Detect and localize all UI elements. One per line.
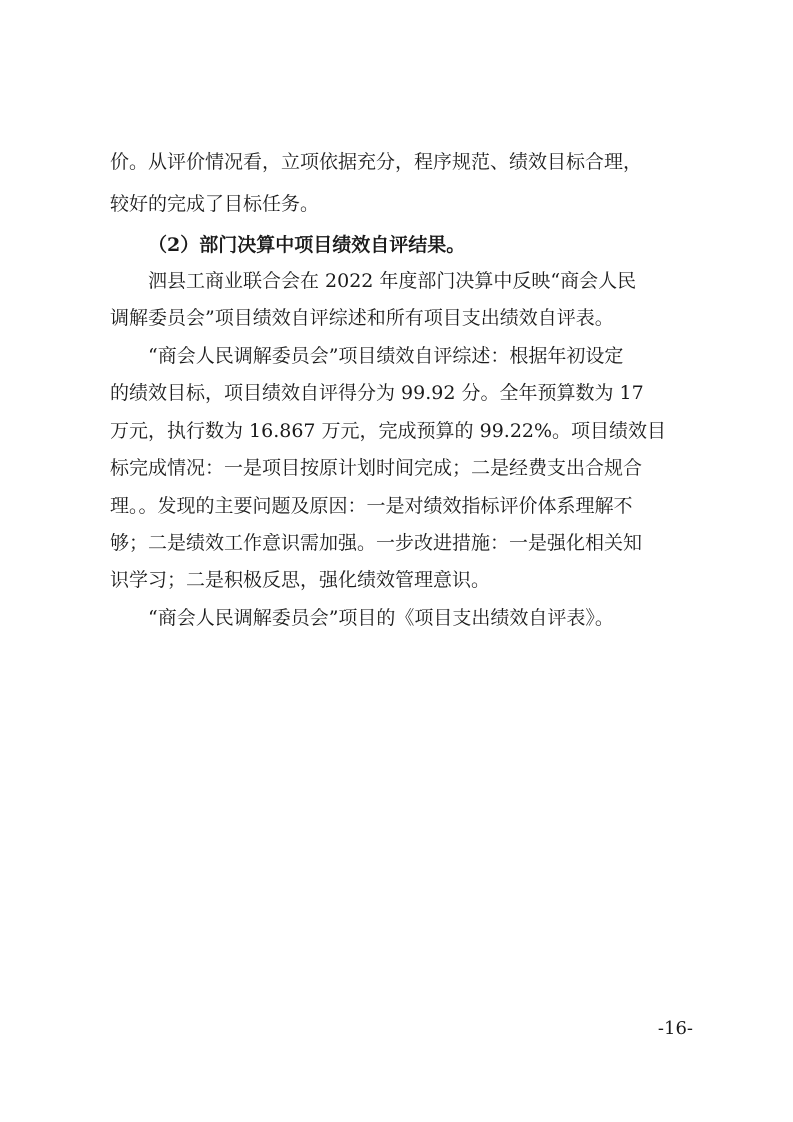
paragraph-3-line-3: 万元，执行数为 16.867 万元，完成预算的 99.22%。项目绩效目 <box>110 420 667 442</box>
paragraph-1-line-1: 价。从评价情况看，立项依据充分，程序规范、绩效目标合理， <box>110 151 643 173</box>
page-number: -16- <box>657 1018 693 1039</box>
paragraph-3-line-1: “商会人民调解委员会”项目绩效自评综述：根据年初设定 <box>148 345 624 367</box>
paragraph-2-line-1: 泗县工商业联合会在 2022 年度部门决算中反映“商会人民 <box>148 270 637 292</box>
paragraph-3-line-7: 识学习；二是积极反思，强化绩效管理意识。 <box>110 569 491 591</box>
section-heading: （2）部门决算中项目绩效自评结果。 <box>148 234 466 256</box>
paragraph-1-line-2: 较好的完成了目标任务。 <box>110 193 320 215</box>
paragraph-2-line-2: 调解委员会”项目绩效自评综述和所有项目支出绩效自评表。 <box>110 307 614 329</box>
paragraph-3-line-5: 理。。发现的主要问题及原因：一是对绩效指标评价体系理解不 <box>110 495 633 517</box>
paragraph-3-line-2: 的绩效目标，项目绩效自评得分为 99.92 分。全年预算数为 17 <box>110 382 644 404</box>
paragraph-3-line-4: 标完成情况：一是项目按原计划时间完成；二是经费支出合规合 <box>110 457 643 479</box>
paragraph-4-line-1: “商会人民调解委员会”项目的《项目支出绩效自评表》。 <box>148 607 614 629</box>
paragraph-3-line-6: 够；二是绩效工作意识需加强。一步改进措施：一是强化相关知 <box>110 532 643 554</box>
